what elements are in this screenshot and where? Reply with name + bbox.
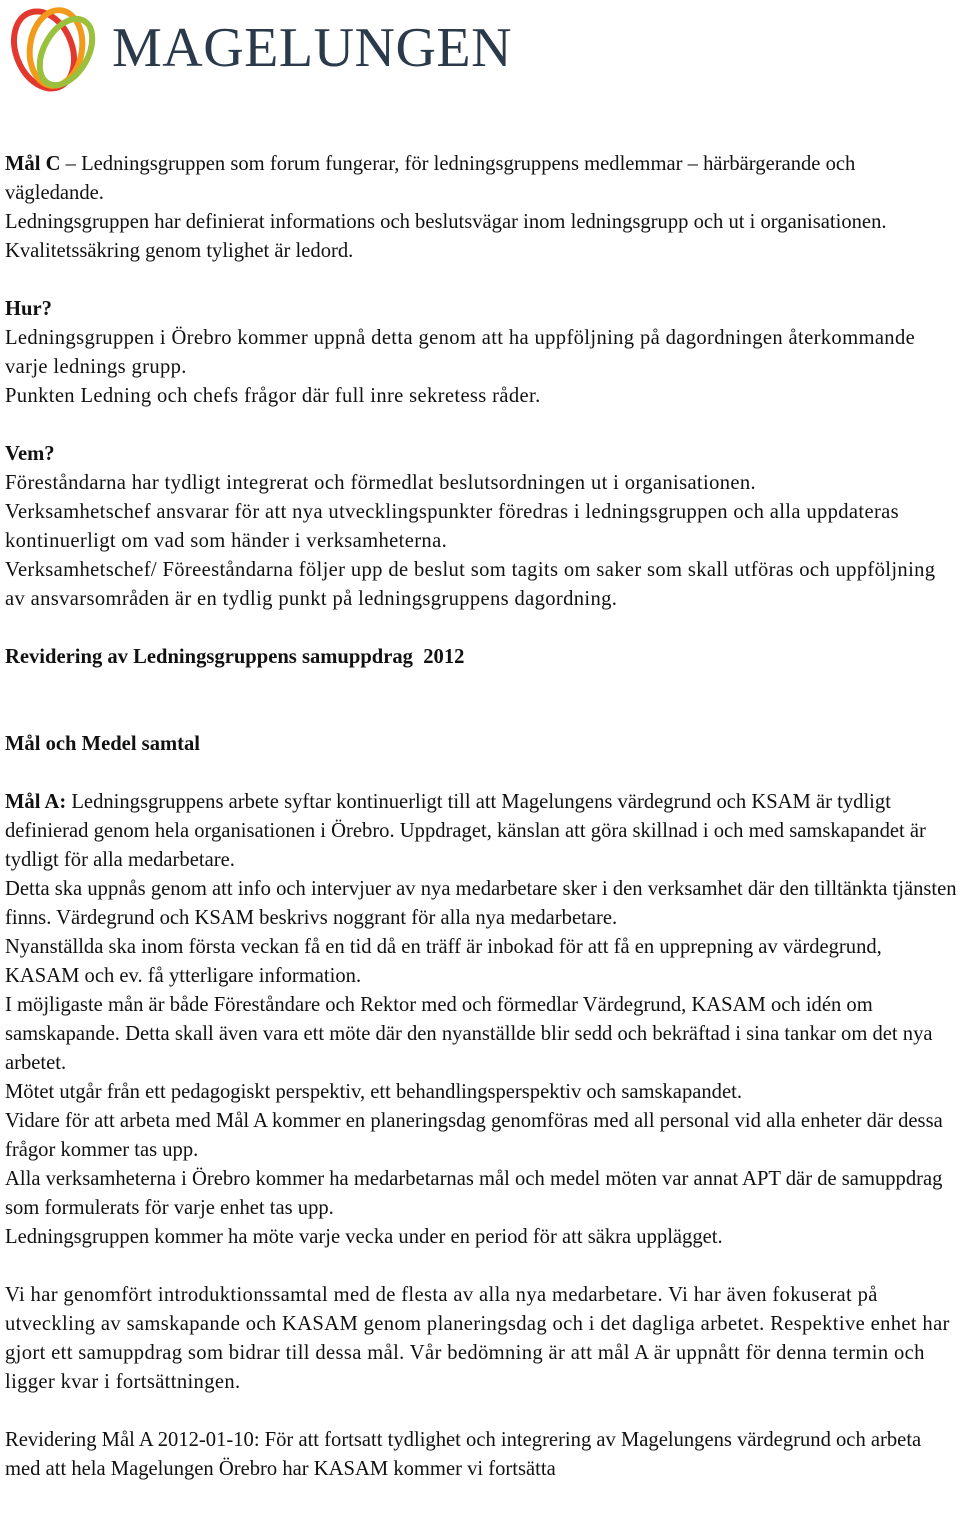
logo-wordmark: MAGELUNGEN [112, 17, 513, 79]
logo-leaf-icon [4, 2, 114, 98]
section-a-paragraph-3: Nyanställda ska inom första veckan få en tid då en träff är inbokad för att få en upprepning av värdegrund, KASAM och ev. få ytterligare information. [5, 936, 882, 987]
hur-heading [5, 295, 957, 324]
section-a-paragraph-7: Alla verksamheterna i Örebro kommer ha medarbetarnas mål och medel möten var annat APT där de samuppdrag som formulerats för varje enhet tas upp. [5, 1168, 943, 1219]
section-a-label: Mål A: [5, 791, 67, 813]
revision-heading [5, 643, 957, 672]
mal-medel-heading-text: Mål och Medel samtal [5, 733, 201, 755]
revision-a-paragraph: Revidering Mål A 2012-01-10: För att fortsatt tydlighet och integrering av Magelungens värdegrund och arbeta med att hela Magelungen Örebro har KASAM kommer vi fortsätta [5, 1429, 922, 1480]
vem-heading-text: Vem? [5, 443, 55, 465]
section-a-paragraph-5: Mötet utgår från ett pedagogiskt perspektiv, ett behandlingsperspektiv och samskapandet. [5, 1081, 742, 1103]
section-a-paragraph-6: Vidare för att arbeta med Mål A kommer en planeringsdag genomföras med all personal vid alla enheter där dessa frågor kommer tas upp. [5, 1110, 943, 1161]
hur-paragraph-2: Punkten Ledning och chefs frågor där full inre sekretess råder. [5, 385, 541, 407]
document-body [5, 150, 957, 1484]
hur-heading-text: Hur? [5, 298, 52, 320]
mal-medel-heading [5, 730, 957, 759]
followup-paragraph: Vi har genomfört introduktionssamtal med de flesta av alla nya medarbetare. Vi har även fokuserat på utveckling av samskapande och KASAM genom planeringsdag och i det dagliga arbetet. Respektive enhet har gjort ett samuppdrag som bidrar till dessa mål. Vår bedömning är att mål A är uppnått för denna termin och ligger kvar i fortsättningen. [5, 1284, 950, 1393]
section-c-paragraph: Ledningsgruppen har definierat informations och beslutsvägar inom ledningsgrupp och ut i organisationen. Kvalitetssäkring genom tylighet är ledord. [5, 211, 887, 262]
section-a-intro [5, 788, 957, 875]
section-c-intro [5, 150, 957, 208]
vem-paragraph-2: Verksamhetschef ansvarar för att nya utvecklingspunkter föredras i ledningsgruppen och alla uppdateras kontinuerligt om vad som händer i verksamheterna. [5, 501, 900, 552]
section-a-text: Ledningsgruppens arbete syftar kontinuerligt till att Magelungens värdegrund och KSAM är tydligt definierad genom hela organisationen i Örebro. Uppdraget, känslan att göra skillnad i och med samskapandet är tydligt för alla medarbetare. [5, 791, 926, 871]
section-a-paragraph-8: Ledningsgruppen kommer ha möte varje vecka under en period för att säkra upplägget. [5, 1226, 723, 1248]
hur-paragraph-1: Ledningsgruppen i Örebro kommer uppnå detta genom att ha uppföljning på dagordningen återkommande varje lednings grupp. [5, 327, 916, 378]
revision-heading-text: Revidering av Ledningsgruppens samuppdrag 2012 [5, 646, 465, 668]
section-c-text: – Ledningsgruppen som forum fungerar, för ledningsgruppens medlemmar – härbärgerande och vägledande. [5, 153, 856, 204]
section-a-paragraph-4: I möjligaste mån är både Föreståndare och Rektor med och förmedlar Värdegrund, KASAM och idén om samskapande. Detta skall även vara ett möte där den nyanställde blir sedd och bekräftad i sina tankar om det nya arbetet. [5, 994, 933, 1074]
section-c-label: Mål C [5, 153, 61, 175]
magelungen-logo [4, 2, 524, 98]
vem-heading [5, 440, 957, 469]
section-a-paragraph-2: Detta ska uppnås genom att info och intervjuer av nya medarbetare sker i den verksamhet där den tilltänkta tjänsten finns. Värdegrund och KSAM beskrivs noggrant för alla nya medarbetare. [5, 878, 957, 929]
vem-paragraph-1: Föreståndarna har tydligt integrerat och förmedlat beslutsordningen ut i organisationen. [5, 472, 757, 494]
vem-paragraph-3: Verksamhetschef/ Föreeståndarna följer upp de beslut som tagits om saker som skall utföras och uppföljning av ansvarsområden är en tydlig punkt på ledningsgruppens dagordning. [5, 559, 936, 610]
